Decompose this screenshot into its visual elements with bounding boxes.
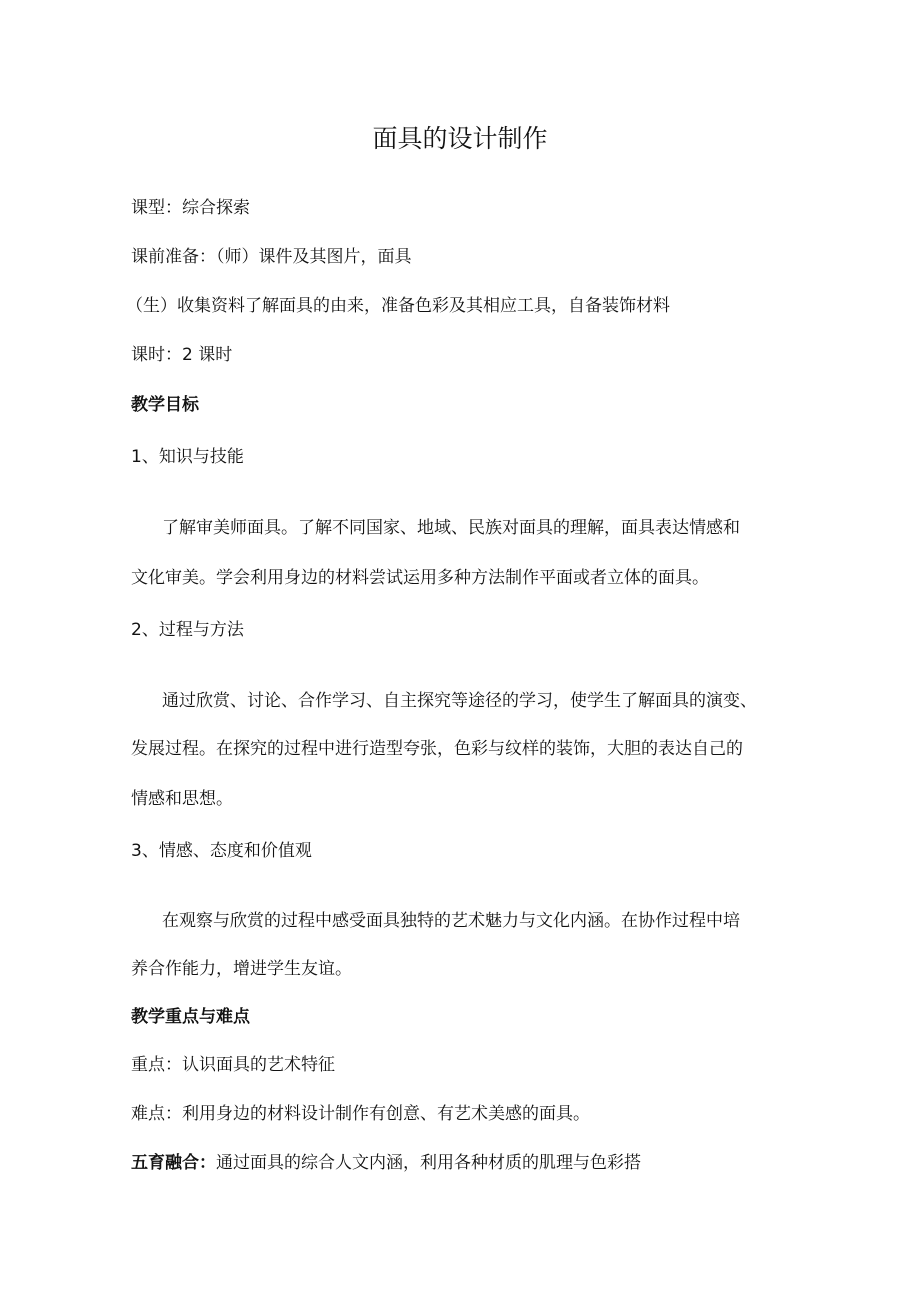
objectives-heading: 教学目标	[131, 395, 199, 415]
course-type: 课型：综合探索	[131, 198, 250, 218]
objective-2-text-line-1: 通过欣赏、讨论、合作学习、自主探究等途径的学习，使学生了解面具的演变、	[162, 691, 757, 711]
key-points-heading: 教学重点与难点	[131, 1007, 250, 1027]
integration-text: 通过面具的综合人文内涵，利用各种材质的肌理与色彩搭	[216, 1153, 641, 1173]
objective-1-text-line-2: 文化审美。学会利用身边的材料尝试运用多种方法制作平面或者立体的面具。	[131, 568, 709, 588]
objective-3-text-line-2: 养合作能力，增进学生友谊。	[131, 959, 352, 979]
key-point: 重点：认识面具的艺术特征	[131, 1055, 335, 1075]
document-title: 面具的设计制作	[372, 124, 548, 153]
objective-1-text-line-1: 了解审美师面具。了解不同国家、地域、民族对面具的理解，面具表达情感和	[162, 518, 740, 538]
objective-2-heading: 2、过程与方法	[131, 620, 244, 640]
objective-1-heading: 1、知识与技能	[131, 447, 244, 467]
integration-paragraph	[131, 1151, 641, 1175]
objective-3-text-line-1: 在观察与欣赏的过程中感受面具独特的艺术魅力与文化内涵。在协作过程中培	[162, 911, 740, 931]
class-hours: 课时：2 课时	[131, 345, 233, 365]
integration-label: 五育融合：	[131, 1153, 216, 1173]
objective-3-heading: 3、情感、态度和价值观	[131, 841, 312, 861]
prep-students: （生）收集资料了解面具的由来，准备色彩及其相应工具，自备装饰材料	[126, 296, 670, 316]
objective-2-text-line-3: 情感和思想。	[131, 789, 233, 809]
difficulty-point: 难点：利用身边的材料设计制作有创意、有艺术美感的面具。	[131, 1104, 590, 1124]
prep-teacher: 课前准备：（师）课件及其图片，面具	[131, 247, 412, 267]
objective-2-text-line-2: 发展过程。在探究的过程中进行造型夸张，色彩与纹样的装饰，大胆的表达自己的	[131, 739, 743, 759]
